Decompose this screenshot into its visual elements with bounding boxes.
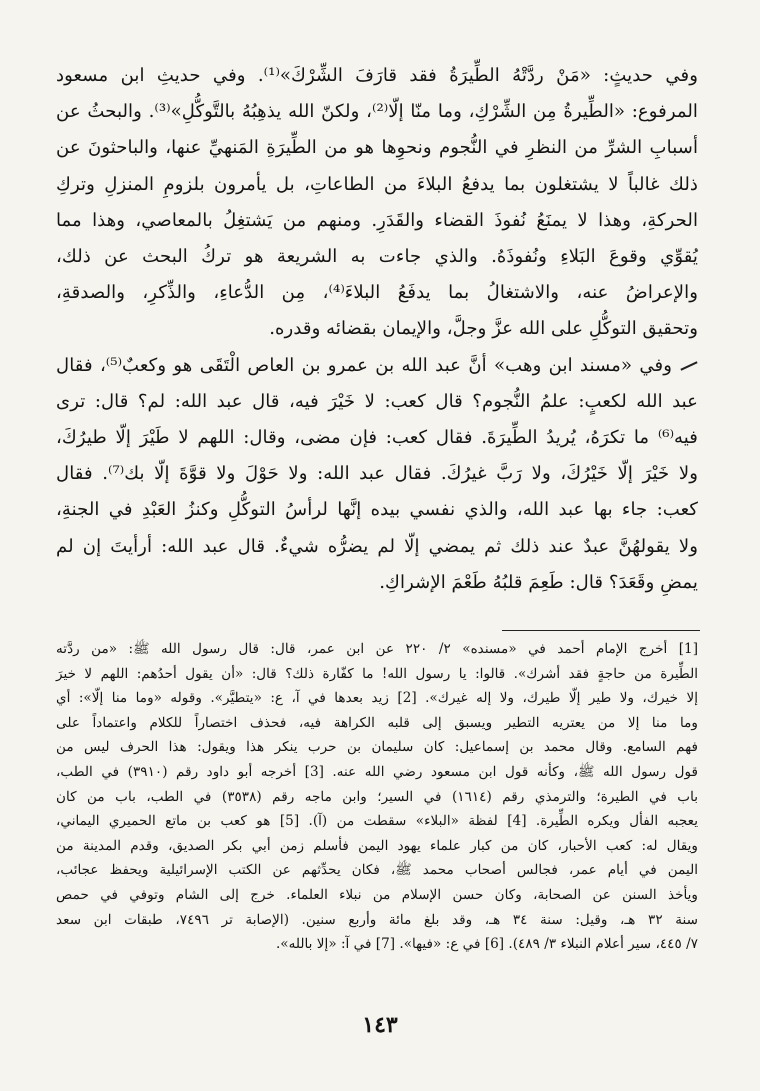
main-line: ولا خَيْرَ إلّا خَيْرُكَ، ولا رَبَّ غيرُكَ. فقال عبد الله: ولا حَوْلَ ولا قوَّةَ إلّا بك⁽⁷⁾. فقال [56, 463, 698, 485]
footnote-line: إلا خيرك، ولا طير إلّا طيرك، ولا إله غيرك». [2] زيد بعدها في آ، ع: «يتطيَّر». وقوله «وما منا إلّا»: أي [56, 690, 698, 707]
main-line: وتحقيق التوكُّلِ على الله عزَّ وجلَّ، والإيمان بقضائه وقدره. [269, 318, 698, 340]
footnote-line: اليمن في أيام عمر، فجالس أصحاب محمد ﷺ، فكان يحدِّثهم عن الكتب الإسرائيلية ويحفظ عجائب، [56, 862, 698, 879]
footnote-line: ويأخذ السنن عن الصحابة، وكان حسن الإسلام من نبلاء العلماء. خرج إلى الشام وتوفي في حمص [56, 886, 698, 903]
main-line: فيه⁽⁶⁾ ما تكرَهُ، يُريدُ الطِّيرَةَ. فقال كعب: فإن مضى، وقال: اللهم لا طَيْرَ إلّا طيرُكَ، [56, 427, 698, 449]
main-line-text: وفي «مسند ابن وهب» أنَّ عبد الله بن عمرو بن العاص الْتَقَى هو وكعبٌ⁽⁵⁾، فقال [56, 354, 672, 376]
main-line: كعب: جاء بها عبد الله، والذي نفسي بيده إنَّها لرأسُ التوكُّلِ وكنزُ العَبْدِ في الجنةِ، [56, 499, 698, 521]
footnote-line: فهم السامع. وقال محمد بن إسماعيل: كان سليمان بن حرب ينكر هذا ويقول: هذا الحرف ليس من [56, 739, 698, 756]
main-line: الحركةِ، وهذا لا يمنَعُ نُفوذَ القضاء والقَدَرِ. ومنهم من يَشتغِلُ بالمعاصي، وهذا مما [56, 209, 698, 231]
main-line: ولا يقولهُنَّ عبدٌ عند ذلك ثم يمضي إلّا لم يضرُّه شيءٌ. قال عبد الله: أرأيتَ إن لم [56, 535, 698, 557]
footnote-line: ويقال له: كعب الأحبار، كان من كبار علماء يهود اليمن فأسلم زمن أبي بكر الصديق، وقدم المدينة من [56, 837, 698, 854]
main-line: أسبابِ الشرِّ من النظرِ في النُّجوم ونحوِها هو من الطِّيرَةِ المَنهيِّ عنها، والباحثونَ عن [56, 137, 698, 159]
main-line-marked [56, 348, 698, 384]
main-line: ذلك غالباً لا يشتغلون بما يدفعُ البلاءَ من الطاعاتِ، بل يأمرون بلزومِ المنزلِ وتركِ [56, 173, 698, 195]
footnote-line: باب في الطيرة؛ والترمذي رقم (١٦١٤) في السير؛ وابن ماجه رقم (٣٥٣٨) في الطب، باب من كان [56, 788, 699, 805]
margin-mark-icon [680, 361, 697, 370]
page-number: ١٤٣ [362, 1012, 398, 1038]
footnote-line: يعجبه الفأل ويكره الطِّيرة. [4] لفظة «البلاء» سقطت من (آ). [5] هو كعب بن ماتع الحميري اليماني، [56, 813, 698, 830]
main-line: عبد الله لكعبٍ: علمُ النُّجوم؟ قال كعب: لا خَيْرَ فيه، قال عبد الله: لم؟ قال: ترى [56, 390, 698, 412]
main-line: المرفوع: «الطِّيرةُ مِن الشِّرْكِ، وما منّا إلّا⁽²⁾، ولكنّ الله يذهِبُهُ بالتَّوكُّلِ»⁽³⁾. والبحثُ عن [56, 101, 698, 123]
footnote-line: الطِّيرة من حاجةٍ فقد أشرك». قالوا: يا رسول الله! ما كفّارة ذلك؟ قال: «أن يقول أحدُهم: اللهم لا خيرَ [56, 665, 698, 682]
main-line: وفي حديثٍ: «مَنْ ردَّتْهُ الطِّيرَةُ فقد قارَفَ الشِّرْكَ»⁽¹⁾. وفي حديثِ ابن مسعود [56, 65, 698, 86]
main-line: والإعراضُ عنه، والاشتغالُ بما يدفَعُ البلاءَ⁽⁴⁾، مِن الدُّعاءِ، والذِّكرِ، والصدقةِ، [56, 282, 698, 304]
footnote-line: ٧/ ٤٤٥، سير أعلام النبلاء ٣/ ٤٨٩). [6] في ع: «فيها». [7] في آ: «إلا بالله». [275, 936, 698, 953]
main-line: يُقوِّي وقوعَ البَلاءِ ونُفوذَهُ. والذي جاءت به الشريعة هو تركُ البحث عن ذلك، [56, 246, 698, 268]
footnote-line: قول رسول الله ﷺ، وكأنه قول ابن مسعود رضي الله عنه. [3] أخرجه أبو داود رقم (٣٩١٠) في الطب، [56, 763, 698, 780]
footnotes [56, 637, 698, 957]
footnote-line: سنة ٣٢ هـ، وقيل: سنة ٣٤ هـ، وقد بلغ مائة وأربع سنين. (الإصابة تر ٧٤٩٦، طبقات ابن سعد [56, 911, 698, 928]
main-text [56, 58, 698, 601]
footnote-line: [1] أخرج الإمام أحمد في «مسنده» ٢/ ٢٢٠ عن ابن عمر، قال: قال رسول الله ﷺ: «من ردَّته [56, 641, 698, 657]
main-line: يمضِ وقَعَدَ؟ قال: طَعِمَ قلبُهُ طَعْمَ الإشراكِ. [379, 571, 698, 593]
footnote-divider [502, 630, 700, 631]
footnote-line: وما منا إلا من يعتريه التطير ويسبق إلى قلبه الكراهة فيه، فحذف اختصاراً للكلام واعتماداً على [56, 714, 698, 731]
